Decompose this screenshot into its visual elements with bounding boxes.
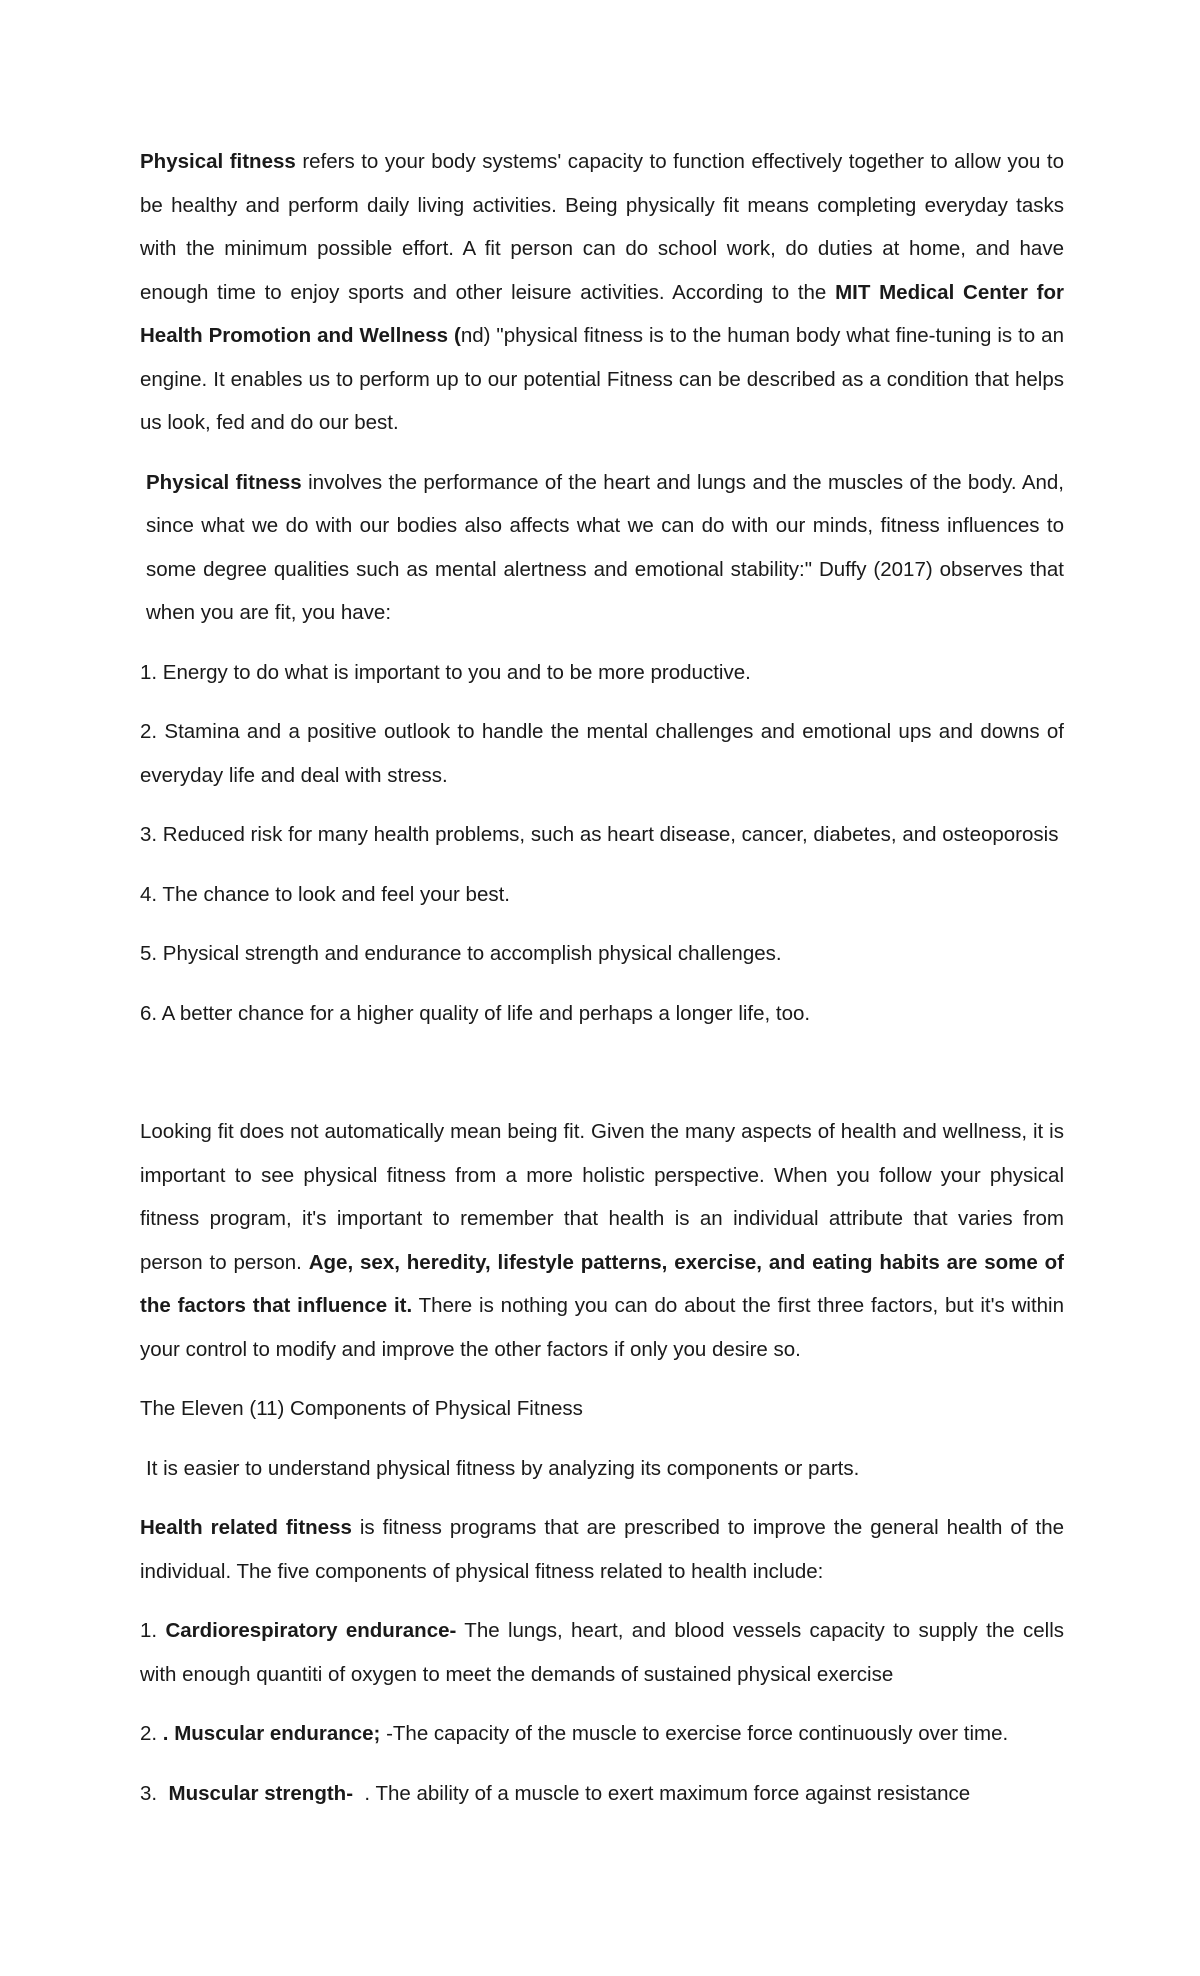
component-term: Cardiorespiratory endurance- — [165, 1619, 457, 1642]
component-term: Muscular strength- — [168, 1781, 354, 1805]
intro-paragraph — [140, 140, 1064, 445]
health-related-text: is fitness programs that are prescribed to improve the general health of the individual. The five components of physical fitness related to health include: — [140, 1516, 1064, 1583]
component-term: . Muscular endurance; — [162, 1722, 381, 1745]
spacer — [140, 1051, 1064, 1110]
components-intro: It is easier to understand physical fitness by analyzing its components or parts. — [146, 1456, 860, 1480]
component-number: 2. — [140, 1722, 163, 1745]
component-description: . The ability of a muscle to exert maximum force against resistance — [353, 1781, 971, 1805]
holistic-text-1: Looking fit does not automatically mean being fit. Given the many aspects of health and wellness, it is important to see physical fitness from a more holistic perspective. When you follow your physical fitness program, it's important to remember that health is an individual attribute that varies from person to person. — [140, 1120, 1064, 1274]
term-mit-medical-center: MIT Medical Center for Health Promotion and Wellness ( — [140, 280, 1064, 347]
performance-paragraph — [140, 461, 1064, 635]
term-health-related-fitness: Health related fitness — [140, 1516, 352, 1539]
holistic-text-2: There is nothing you can do about the first three factors, but it's within your control to modify and improve the other factors if only you desire so. — [140, 1294, 1064, 1361]
benefit-item: 2. Stamina and a positive outlook to handle the mental challenges and emotional ups and downs of everyday life and deal with stress. — [140, 720, 1064, 787]
term-physical-fitness-2: Physical fitness — [146, 470, 302, 494]
benefit-item: 5. Physical strength and endurance to accomplish physical challenges. — [140, 942, 782, 965]
document-page — [140, 140, 1064, 1831]
intro-text-1: refers to your body systems' capacity to function effectively together to allow you to be healthy and perform daily living activities. Being physically fit means completing everyday tasks with the minimum possible effort. A fit person can do school work, do duties at home, and have enough time to enjoy sports and other leisure activities. According to the — [140, 150, 1065, 304]
section-heading: The Eleven (11) Components of Physical Fitness — [140, 1397, 583, 1420]
factors-emphasis: Age, sex, heredity, lifestyle patterns, exercise, and eating habits are some of the factors that influence it. — [140, 1250, 1064, 1317]
component-description: The lungs, heart, and blood vessels capacity to supply the cells with enough quantiti of oxygen to meet the demands of sustained physical exercise — [140, 1619, 1064, 1686]
component-item — [140, 1609, 1064, 1696]
term-physical-fitness: Physical fitness — [140, 150, 296, 173]
intro-text-2: nd) "physical fitness is to the human body what fine-tuning is to an engine. It enables us to perform up to our potential Fitness can be described as a condition that helps us look, fed and do our best. — [140, 324, 1064, 434]
benefit-item: 6. A better chance for a higher quality of life and perhaps a longer life, too. — [140, 1001, 811, 1025]
health-related-paragraph — [140, 1506, 1064, 1593]
holistic-paragraph — [140, 1110, 1064, 1371]
component-item — [140, 1772, 1064, 1816]
component-number: 3. — [140, 1781, 169, 1805]
component-item — [140, 1712, 1064, 1756]
component-number: 1. — [140, 1619, 166, 1642]
benefit-item: 1. Energy to do what is important to you and to be more productive. — [140, 660, 751, 684]
benefit-item: 3. Reduced risk for many health problems, such as heart disease, cancer, diabetes, and osteoporosis — [140, 823, 1059, 846]
benefit-item: 4. The chance to look and feel your best. — [140, 882, 511, 906]
component-description: -The capacity of the muscle to exercise force continuously over time. — [380, 1722, 1009, 1745]
performance-text: involves the performance of the heart and lungs and the muscles of the body. And, since what we do with our bodies also affects what we can do with our minds, fitness influences to some degree qualities such as mental alertness and emotional stability:" Duffy (2017) observes that when you are fit, you have: — [146, 470, 1064, 624]
